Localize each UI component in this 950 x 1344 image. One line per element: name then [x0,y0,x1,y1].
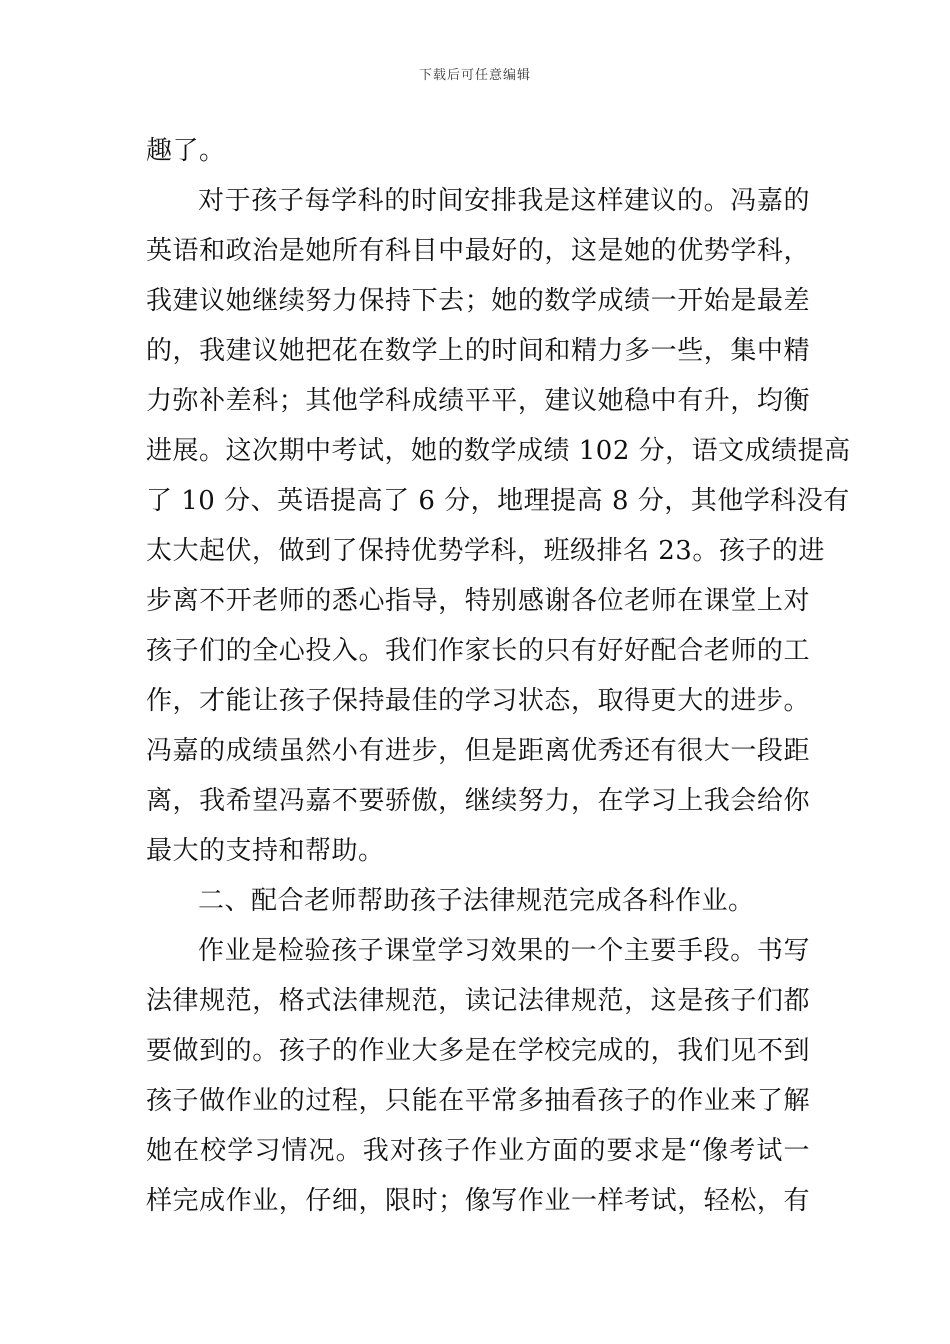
text-line: 趣了。 [146,136,226,166]
page-header: 下载后可任意编辑 [418,68,531,83]
text-line: 孩子们的全心投入。我们作家长的只有好好配合老师的工 [146,636,810,666]
text-line: 对于孩子每学科的时间安排我是这样建议的。冯嘉的 [198,186,810,216]
text-line: 步离不开老师的悉心指导，特别感谢各位老师在课堂上对 [146,586,810,616]
text-line: 太大起伏，做到了保持优势学科，班级排名 23。孩子的进 [146,536,825,566]
document-body [146,126,851,1226]
text-line: 英语和政治是她所有科目中最好的，这是她的优势学科， [146,236,810,266]
text-line: 我建议她继续努力保持下去；她的数学成绩一开始是最差 [146,286,810,316]
text-line: 力弥补差科；其他学科成绩平平，建议她稳中有升，均衡 [146,386,810,416]
text-line: 的，我建议她把花在数学上的时间和精力多一些，集中精 [146,336,810,366]
text-line: 法律规范，格式法律规范，读记法律规范，这是孩子们都 [146,986,810,1016]
text-line: 作，才能让孩子保持最佳的学习状态，取得更大的进步。 [146,686,810,716]
text-line: 她在校学习情况。我对孩子作业方面的要求是“像考试一 [146,1136,810,1166]
text-line: 离，我希望冯嘉不要骄傲，继续努力，在学习上我会给你 [146,786,810,816]
text-line: 样完成作业，仔细，限时；像写作业一样考试，轻松，有 [146,1186,810,1216]
text-line: 孩子做作业的过程，只能在平常多抽看孩子的作业来了解 [146,1086,810,1116]
text-line: 要做到的。孩子的作业大多是在学校完成的，我们见不到 [146,1036,810,1066]
text-line: 冯嘉的成绩虽然小有进步，但是距离优秀还有很大一段距 [146,736,810,766]
text-line: 进展。这次期中考试，她的数学成绩 102 分，语文成绩提高 [146,436,851,466]
text-line: 二、配合老师帮助孩子法律规范完成各科作业。 [198,886,755,916]
text-line: 最大的支持和帮助。 [146,836,385,866]
text-line: 了 10 分、英语提高了 6 分，地理提高 8 分，其他学科没有 [146,486,850,516]
text-line: 作业是检验孩子课堂学习效果的一个主要手段。书写 [198,936,810,966]
